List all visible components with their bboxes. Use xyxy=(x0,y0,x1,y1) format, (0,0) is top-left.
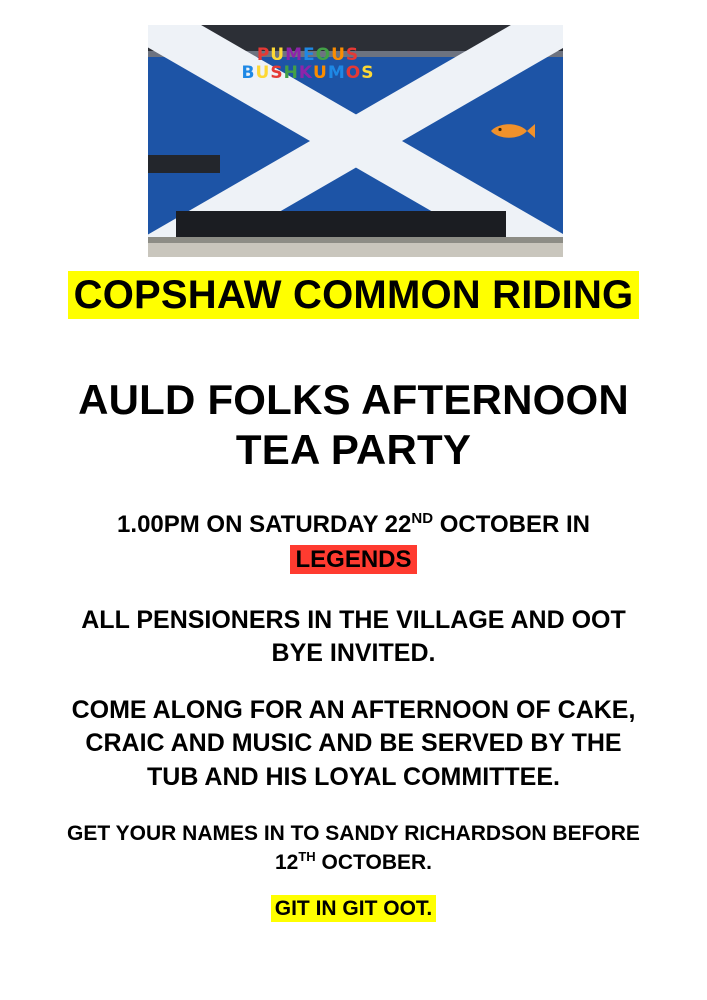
banner-letter: S xyxy=(345,45,360,65)
flag-photo xyxy=(148,25,563,257)
banner-letter: E xyxy=(303,45,316,65)
event-heading xyxy=(40,375,667,474)
event-heading-line-2: TEA PARTY xyxy=(235,425,472,473)
event-venue: LEGENDS xyxy=(290,545,416,574)
poster-title-text: COPSHAW COMMON RIDING xyxy=(68,271,640,319)
date-ordinal-suffix: ND xyxy=(411,510,434,527)
poster-title xyxy=(46,272,661,318)
event-month-suffix: OCTOBER IN xyxy=(433,511,590,538)
invitation-line-1: ALL PENSIONERS IN THE VILLAGE AND OOT xyxy=(81,606,626,634)
event-venue-line xyxy=(40,543,667,578)
banner-letter: H xyxy=(283,62,299,83)
flag-photo-background xyxy=(148,25,563,257)
event-heading-line-1: AULD FOLKS AFTERNOON xyxy=(78,376,629,423)
banner-letter: M xyxy=(327,62,346,83)
banner-letter: P xyxy=(256,45,271,65)
banner-letter: U xyxy=(270,45,286,65)
details-line-3: TUB AND HIS LOYAL COMMITTEE. xyxy=(147,762,560,791)
invitation-line-2: BYE INVITED. xyxy=(271,639,436,668)
invitation-paragraph xyxy=(40,604,667,671)
fish-icon xyxy=(489,121,535,141)
banner-letter: O xyxy=(315,45,332,65)
event-datetime-line xyxy=(40,508,667,543)
banner-letters-line-2 xyxy=(203,62,413,83)
rsvp-deadline-day: 12 xyxy=(275,851,299,875)
rsvp-line-2 xyxy=(40,848,667,877)
poster-footer-text: GIT IN GIT OOT. xyxy=(271,895,437,922)
banner-letters xyxy=(203,47,413,83)
banner-letter: U xyxy=(331,45,346,65)
banner-letter: O xyxy=(345,62,362,83)
photo-bottom-band xyxy=(148,243,563,257)
event-datetime xyxy=(40,508,667,578)
photo-dark-patch-left xyxy=(148,155,220,173)
rsvp-paragraph xyxy=(40,820,667,878)
details-line-2: CRAIC AND MUSIC AND BE SERVED BY THE xyxy=(85,729,622,758)
banner-letter: B xyxy=(241,62,256,83)
banner-letter: K xyxy=(298,62,313,83)
rsvp-deadline-month: OCTOBER. xyxy=(315,851,432,875)
banner-letter: M xyxy=(285,45,304,65)
banner-letter: S xyxy=(361,62,375,83)
details-paragraph xyxy=(40,694,667,794)
details-line-1: COME ALONG FOR AN AFTERNOON OF CAKE, xyxy=(71,696,636,724)
banner-letter: S xyxy=(270,62,284,83)
banner-letter: U xyxy=(313,62,328,83)
rsvp-line-1: GET YOUR NAMES IN TO SANDY RICHARDSON BEFORE xyxy=(67,822,640,845)
rsvp-ordinal-suffix: TH xyxy=(298,849,316,865)
event-time-date: 1.00PM ON SATURDAY 22 xyxy=(117,511,412,538)
poster-footer xyxy=(40,897,667,921)
banner-letter: U xyxy=(255,62,271,83)
